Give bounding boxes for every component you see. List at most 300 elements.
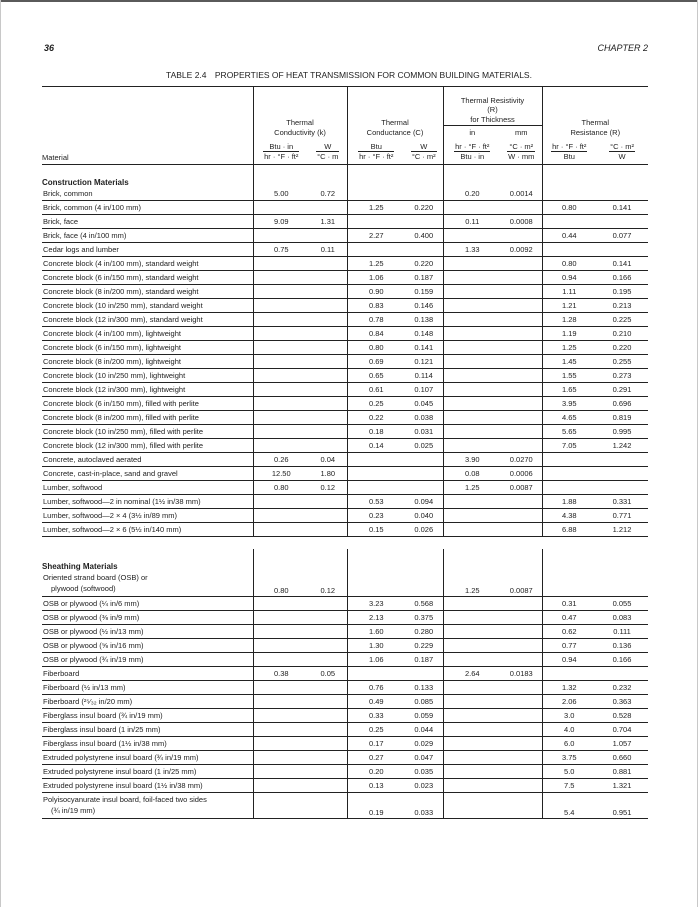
value-r-si xyxy=(596,481,648,495)
value-c-si: 0.044 xyxy=(405,723,443,737)
section-heading-row xyxy=(42,165,648,188)
value-c-us: 0.17 xyxy=(347,737,405,751)
value-r-us xyxy=(542,187,596,201)
material-name-line: Extruded polystyrene insul board (¾ in/19 mm) xyxy=(43,753,199,763)
value-c-us: 0.13 xyxy=(347,779,405,793)
value-r-si xyxy=(596,243,648,257)
value-k-si xyxy=(309,639,347,653)
material-name-line: plywood (softwood) xyxy=(51,584,116,594)
value-c-us: 1.25 xyxy=(347,257,405,271)
value-rt-si xyxy=(501,639,542,653)
unit-r-si: $\frac{\text{°C · m²}}{W}$ xyxy=(596,140,648,165)
value-k-si xyxy=(309,765,347,779)
table-row xyxy=(42,215,648,229)
value-rt-us xyxy=(443,709,501,723)
value-r-us xyxy=(542,667,596,681)
table-row xyxy=(42,751,648,765)
value-r-si: 0.136 xyxy=(596,639,648,653)
material-name xyxy=(42,681,253,695)
value-r-si: 0.771 xyxy=(596,509,648,523)
value-r-si: 1.212 xyxy=(596,523,648,537)
value-k-us xyxy=(253,271,309,285)
value-c-si: 0.094 xyxy=(405,495,443,509)
value-r-us: 4.0 xyxy=(542,723,596,737)
material-name xyxy=(42,625,253,639)
table-row xyxy=(42,779,648,793)
value-c-us: 0.78 xyxy=(347,313,405,327)
value-r-us: 6.0 xyxy=(542,737,596,751)
value-k-us xyxy=(253,411,309,425)
page-number: 36 xyxy=(44,43,55,53)
value-c-si: 0.085 xyxy=(405,695,443,709)
material-name xyxy=(42,597,253,611)
material-name-line: Concrete block (10 in/250 mm), lightweight xyxy=(43,371,186,381)
value-r-si xyxy=(596,667,648,681)
value-r-us: 6.88 xyxy=(542,523,596,537)
table-row xyxy=(42,793,648,819)
value-c-si xyxy=(405,481,443,495)
value-rt-us xyxy=(443,523,501,537)
value-rt-si xyxy=(501,751,542,765)
material-name xyxy=(42,611,253,625)
value-rt-si xyxy=(501,765,542,779)
value-k-us xyxy=(253,299,309,313)
material-name xyxy=(42,369,253,383)
material-name xyxy=(42,439,253,453)
value-c-si: 0.375 xyxy=(405,611,443,625)
value-rt-us xyxy=(443,793,501,819)
value-rt-si xyxy=(501,523,542,537)
value-k-us xyxy=(253,597,309,611)
value-rt-si: 0.0183 xyxy=(501,667,542,681)
value-rt-si: 0.0270 xyxy=(501,453,542,467)
value-c-si: 0.045 xyxy=(405,397,443,411)
material-name xyxy=(42,215,253,229)
material-name xyxy=(42,779,253,793)
value-k-us xyxy=(253,653,309,667)
value-k-si xyxy=(309,695,347,709)
value-rt-us: 0.11 xyxy=(443,215,501,229)
value-k-si xyxy=(309,723,347,737)
value-r-si xyxy=(596,187,648,201)
value-rt-us xyxy=(443,341,501,355)
value-k-si xyxy=(309,271,347,285)
value-c-si: 0.400 xyxy=(405,229,443,243)
unit-c-si: $\frac{W}{\text{°C · m²}}$ xyxy=(405,140,443,165)
value-rt-si xyxy=(501,201,542,215)
material-name xyxy=(42,695,253,709)
material-name-line: Concrete block (6 in/150 mm), filled with perlite xyxy=(43,399,199,409)
table-row xyxy=(42,313,648,327)
material-name xyxy=(42,481,253,495)
value-r-si: 0.819 xyxy=(596,411,648,425)
value-c-us: 0.53 xyxy=(347,495,405,509)
value-c-si: 0.035 xyxy=(405,765,443,779)
value-r-si: 0.291 xyxy=(596,383,648,397)
value-r-si: 0.083 xyxy=(596,611,648,625)
value-r-si xyxy=(596,215,648,229)
value-k-us xyxy=(253,793,309,819)
material-name-line: Cedar logs and lumber xyxy=(43,245,119,255)
material-name-line: Concrete block (8 in/200 mm), lightweight xyxy=(43,357,181,367)
table-row xyxy=(42,611,648,625)
material-name-line: Concrete, cast-in-place, sand and gravel xyxy=(43,469,178,479)
value-rt-us xyxy=(443,201,501,215)
material-column-header: Material xyxy=(42,140,253,165)
value-c-us: 0.23 xyxy=(347,509,405,523)
r-thickness-group-header: Thermal Resistivity (R) for Thickness xyxy=(443,87,542,126)
material-name xyxy=(42,667,253,681)
value-rt-si xyxy=(501,369,542,383)
material-name xyxy=(42,709,253,723)
material-name xyxy=(42,723,253,737)
section-title: Construction Materials xyxy=(42,178,129,188)
material-name-line: Fiberboard (½ in/13 mm) xyxy=(43,683,126,693)
value-k-si xyxy=(309,411,347,425)
table-row xyxy=(42,201,648,215)
value-c-si xyxy=(405,571,443,597)
material-name xyxy=(42,313,253,327)
value-c-us: 0.20 xyxy=(347,765,405,779)
value-rt-us xyxy=(443,681,501,695)
table-row xyxy=(42,695,648,709)
material-name xyxy=(42,737,253,751)
value-rt-si: 0.0087 xyxy=(501,481,542,495)
value-c-us: 1.30 xyxy=(347,639,405,653)
value-k-si xyxy=(309,355,347,369)
value-k-us xyxy=(253,709,309,723)
value-rt-si xyxy=(501,313,542,327)
value-rt-si xyxy=(501,341,542,355)
value-c-si: 0.280 xyxy=(405,625,443,639)
value-r-si: 0.232 xyxy=(596,681,648,695)
value-rt-us xyxy=(443,397,501,411)
value-r-si: 0.255 xyxy=(596,355,648,369)
value-rt-us: 0.08 xyxy=(443,467,501,481)
value-c-us: 0.80 xyxy=(347,341,405,355)
value-rt-us xyxy=(443,257,501,271)
value-k-us xyxy=(253,765,309,779)
value-c-us xyxy=(347,571,405,597)
value-k-us xyxy=(253,625,309,639)
value-rt-us xyxy=(443,229,501,243)
value-rt-si xyxy=(501,439,542,453)
value-rt-us xyxy=(443,369,501,383)
value-c-si: 0.040 xyxy=(405,509,443,523)
table-row xyxy=(42,257,648,271)
value-k-us xyxy=(253,695,309,709)
value-r-si xyxy=(596,467,648,481)
value-rt-us xyxy=(443,299,501,313)
unit-c-us: $\frac{\text{Btu}}{\text{hr · °F · ft²}}$ xyxy=(347,140,405,165)
value-c-si: 0.059 xyxy=(405,709,443,723)
table-row xyxy=(42,243,648,257)
value-k-si xyxy=(309,611,347,625)
value-r-us: 1.21 xyxy=(542,299,596,313)
value-r-us: 1.32 xyxy=(542,681,596,695)
value-c-us: 0.15 xyxy=(347,523,405,537)
value-k-si xyxy=(309,313,347,327)
value-rt-us xyxy=(443,653,501,667)
material-name xyxy=(42,467,253,481)
value-c-us: 3.23 xyxy=(347,597,405,611)
value-c-si xyxy=(405,243,443,257)
table-body xyxy=(42,165,648,819)
value-r-us: 3.75 xyxy=(542,751,596,765)
value-r-us xyxy=(542,571,596,597)
material-name-line: Lumber, softwood—2 in nominal (1½ in/38 mm) xyxy=(43,497,201,507)
material-name xyxy=(42,257,253,271)
value-r-si: 0.077 xyxy=(596,229,648,243)
value-c-us: 2.13 xyxy=(347,611,405,625)
value-r-us: 0.31 xyxy=(542,597,596,611)
section-spacer xyxy=(42,537,648,550)
value-k-us: 12.50 xyxy=(253,467,309,481)
value-r-si: 0.210 xyxy=(596,327,648,341)
value-rt-si xyxy=(501,285,542,299)
value-rt-us xyxy=(443,509,501,523)
value-k-si xyxy=(309,751,347,765)
value-r-si: 0.995 xyxy=(596,425,648,439)
value-c-si: 0.187 xyxy=(405,271,443,285)
r-thickness-in-header: in xyxy=(443,126,501,141)
value-k-us: 0.38 xyxy=(253,667,309,681)
value-k-us xyxy=(253,355,309,369)
value-k-us: 0.80 xyxy=(253,481,309,495)
value-k-si xyxy=(309,709,347,723)
material-name-line: Lumber, softwood—2 × 6 (5½ in/140 mm) xyxy=(43,525,182,535)
unit-rt-si: $\frac{\text{°C · m²}}{W \cdot mm}$ xyxy=(501,140,542,165)
material-name-line: Fiberglass insul board (¾ in/19 mm) xyxy=(43,711,163,721)
value-c-us: 0.65 xyxy=(347,369,405,383)
value-c-si: 0.568 xyxy=(405,597,443,611)
table-row xyxy=(42,765,648,779)
table-row xyxy=(42,481,648,495)
value-c-us: 0.69 xyxy=(347,355,405,369)
value-rt-si xyxy=(501,723,542,737)
table-row xyxy=(42,509,648,523)
value-c-us: 0.14 xyxy=(347,439,405,453)
material-name xyxy=(42,571,253,597)
value-r-us: 0.80 xyxy=(542,257,596,271)
value-k-si: 0.04 xyxy=(309,453,347,467)
table-row xyxy=(42,495,648,509)
table-row xyxy=(42,299,648,313)
value-k-us xyxy=(253,327,309,341)
value-rt-us: 1.25 xyxy=(443,571,501,597)
value-r-us: 1.28 xyxy=(542,313,596,327)
table-row xyxy=(42,383,648,397)
value-r-si xyxy=(596,571,648,597)
value-c-us xyxy=(347,667,405,681)
value-c-si xyxy=(405,453,443,467)
value-rt-si: 0.0008 xyxy=(501,215,542,229)
value-k-si: 1.80 xyxy=(309,467,347,481)
table-row xyxy=(42,709,648,723)
value-rt-si xyxy=(501,709,542,723)
section-heading-row xyxy=(42,549,648,571)
material-name-line: Concrete, autoclaved aerated xyxy=(43,455,142,465)
value-k-us xyxy=(253,723,309,737)
table-row xyxy=(42,439,648,453)
value-k-si xyxy=(309,625,347,639)
value-rt-si xyxy=(501,327,542,341)
value-r-si: 0.166 xyxy=(596,271,648,285)
material-name-line: Brick, face xyxy=(43,217,79,227)
value-r-us: 4.38 xyxy=(542,509,596,523)
value-r-us: 4.65 xyxy=(542,411,596,425)
table-row xyxy=(42,187,648,201)
table-row xyxy=(42,597,648,611)
value-k-us xyxy=(253,397,309,411)
value-c-us xyxy=(347,187,405,201)
material-name-line: OSB or plywood (½ in/13 mm) xyxy=(43,627,144,637)
value-rt-us xyxy=(443,765,501,779)
value-k-us xyxy=(253,257,309,271)
table-row xyxy=(42,571,648,597)
value-rt-si: 0.0087 xyxy=(501,571,542,597)
material-name-line: Concrete block (8 in/200 mm), standard weight xyxy=(43,287,199,297)
unit-k-si: $\frac{W}{^\circ C \cdot m}$ xyxy=(309,140,347,165)
material-name xyxy=(42,453,253,467)
value-rt-si xyxy=(501,229,542,243)
value-r-si: 1.242 xyxy=(596,439,648,453)
material-name xyxy=(42,285,253,299)
value-c-us: 0.18 xyxy=(347,425,405,439)
value-r-si: 0.696 xyxy=(596,397,648,411)
value-c-si: 0.133 xyxy=(405,681,443,695)
material-name xyxy=(42,355,253,369)
table-row xyxy=(42,285,648,299)
value-k-us xyxy=(253,509,309,523)
table-row xyxy=(42,667,648,681)
value-r-si: 1.321 xyxy=(596,779,648,793)
unit-rt-us: $\frac{\text{hr · °F · ft²}}{\text{Btu · in}}$ xyxy=(443,140,501,165)
chapter-label: CHAPTER 2 xyxy=(597,43,648,53)
value-c-us: 0.84 xyxy=(347,327,405,341)
value-c-us: 0.25 xyxy=(347,397,405,411)
value-c-si: 0.141 xyxy=(405,341,443,355)
value-k-si xyxy=(309,383,347,397)
value-c-us: 1.60 xyxy=(347,625,405,639)
value-r-us: 0.94 xyxy=(542,271,596,285)
value-k-us xyxy=(253,751,309,765)
material-name xyxy=(42,299,253,313)
material-name-line: Fiberglass insul board (1½ in/38 mm) xyxy=(43,739,167,749)
value-k-si xyxy=(309,341,347,355)
material-name xyxy=(42,765,253,779)
value-rt-us xyxy=(443,411,501,425)
material-name xyxy=(42,495,253,509)
value-k-si xyxy=(309,653,347,667)
value-k-si xyxy=(309,257,347,271)
k-group-header: Thermal Conductivity (k) xyxy=(253,87,347,141)
material-name-line: Oriented strand board (OSB) or xyxy=(43,573,148,583)
material-name xyxy=(42,397,253,411)
material-name xyxy=(42,383,253,397)
value-k-si xyxy=(309,397,347,411)
value-c-si: 0.138 xyxy=(405,313,443,327)
value-c-us: 0.76 xyxy=(347,681,405,695)
value-r-si: 0.273 xyxy=(596,369,648,383)
value-c-si xyxy=(405,667,443,681)
value-r-us: 0.77 xyxy=(542,639,596,653)
r-thickness-mm-header: mm xyxy=(515,128,528,138)
value-r-si: 0.528 xyxy=(596,709,648,723)
value-k-us: 9.09 xyxy=(253,215,309,229)
r-group-header: Thermal Resistance (R) xyxy=(542,87,648,141)
value-c-si: 0.159 xyxy=(405,285,443,299)
material-name xyxy=(42,751,253,765)
material-name xyxy=(42,327,253,341)
value-r-us: 1.65 xyxy=(542,383,596,397)
material-name xyxy=(42,653,253,667)
value-c-si: 0.229 xyxy=(405,639,443,653)
value-rt-us xyxy=(443,639,501,653)
value-r-us xyxy=(542,481,596,495)
value-c-us: 0.61 xyxy=(347,383,405,397)
value-rt-si xyxy=(501,397,542,411)
value-k-si xyxy=(309,737,347,751)
material-name-line: (¾ in/19 mm) xyxy=(51,806,96,816)
material-name-line: Concrete block (4 in/100 mm), standard weight xyxy=(43,259,199,269)
value-r-si: 0.220 xyxy=(596,341,648,355)
value-k-si xyxy=(309,327,347,341)
value-k-us: 0.80 xyxy=(253,571,309,597)
value-rt-si xyxy=(501,257,542,271)
value-k-si xyxy=(309,597,347,611)
value-rt-us xyxy=(443,313,501,327)
value-rt-us xyxy=(443,425,501,439)
value-c-si: 0.187 xyxy=(405,653,443,667)
material-name xyxy=(42,509,253,523)
material-name xyxy=(42,243,253,257)
value-k-us xyxy=(253,285,309,299)
value-r-si: 0.331 xyxy=(596,495,648,509)
material-name-line: Brick, common (4 in/100 mm) xyxy=(43,203,141,213)
value-r-us: 1.19 xyxy=(542,327,596,341)
value-k-si xyxy=(309,509,347,523)
value-rt-si xyxy=(501,779,542,793)
value-c-us xyxy=(347,243,405,257)
heat-transmission-table xyxy=(42,86,648,819)
table-row xyxy=(42,625,648,639)
material-name xyxy=(42,411,253,425)
value-r-si: 0.141 xyxy=(596,201,648,215)
value-c-si: 0.031 xyxy=(405,425,443,439)
value-k-us xyxy=(253,495,309,509)
material-name xyxy=(42,201,253,215)
material-name xyxy=(42,271,253,285)
unit-k-us: $\frac{\text{Btu · in}}{\text{hr · °F · ft²}}$ xyxy=(253,140,309,165)
value-k-si xyxy=(309,369,347,383)
value-r-us: 3.95 xyxy=(542,397,596,411)
value-c-us xyxy=(347,453,405,467)
value-k-si xyxy=(309,285,347,299)
value-rt-si xyxy=(501,597,542,611)
value-k-si xyxy=(309,229,347,243)
value-c-si: 0.025 xyxy=(405,439,443,453)
value-rt-us: 1.25 xyxy=(443,481,501,495)
value-k-us xyxy=(253,681,309,695)
value-c-si: 0.148 xyxy=(405,327,443,341)
value-k-si xyxy=(309,439,347,453)
value-rt-si xyxy=(501,355,542,369)
value-rt-si xyxy=(501,411,542,425)
value-k-us xyxy=(253,341,309,355)
value-r-si: 0.225 xyxy=(596,313,648,327)
value-c-si xyxy=(405,467,443,481)
